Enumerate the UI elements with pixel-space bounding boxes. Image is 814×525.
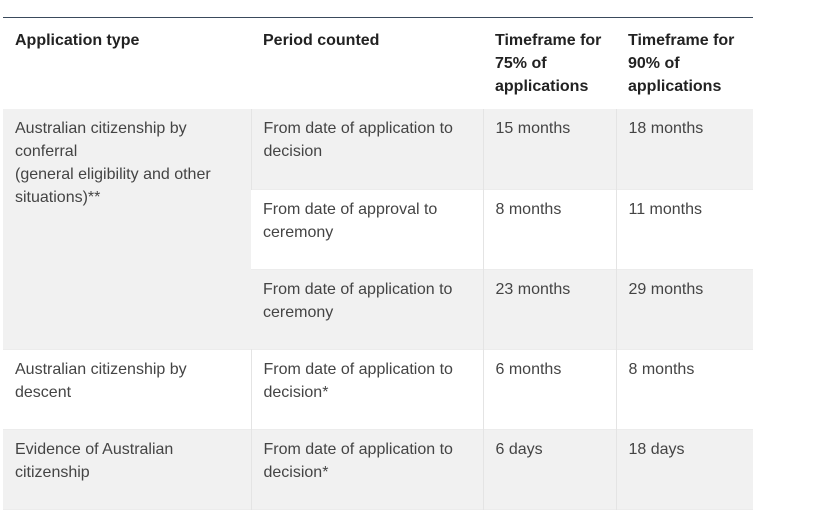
- cell-timeframe-90: 18 days: [616, 429, 753, 509]
- cell-period: From date of application to ceremony: [251, 269, 483, 349]
- cell-period: From date of approval to ceremony: [251, 189, 483, 269]
- cell-timeframe-90: 18 months: [616, 109, 753, 189]
- cell-application-type: Australian citizenship by descent: [3, 349, 251, 429]
- cell-timeframe-90: 8 months: [616, 349, 753, 429]
- cell-application-type: Australian citizenship by conferral (general eligibility and other situations)**: [3, 109, 251, 349]
- processing-times-table-wrapper: [3, 17, 753, 510]
- header-period-counted: Period counted: [251, 18, 483, 110]
- cell-timeframe-90: 11 months: [616, 189, 753, 269]
- table-header: [3, 18, 753, 110]
- table-row: [3, 349, 753, 429]
- cell-timeframe-90: 29 months: [616, 269, 753, 349]
- table-row: [3, 109, 753, 189]
- header-timeframe-90: Timeframe for 90% of applications: [616, 18, 753, 110]
- cell-timeframe-75: 6 months: [483, 349, 616, 429]
- header-timeframe-75: Timeframe for 75% of applications: [483, 18, 616, 110]
- cell-period: From date of application to decision*: [251, 429, 483, 509]
- cell-timeframe-75: 15 months: [483, 109, 616, 189]
- cell-timeframe-75: 6 days: [483, 429, 616, 509]
- cell-period: From date of application to decision: [251, 109, 483, 189]
- table-body: [3, 109, 753, 509]
- cell-period: From date of application to decision*: [251, 349, 483, 429]
- processing-times-table: [3, 17, 753, 510]
- cell-timeframe-75: 8 months: [483, 189, 616, 269]
- header-application-type: Application type: [3, 18, 251, 110]
- table-row: [3, 429, 753, 509]
- header-row: [3, 18, 753, 110]
- cell-timeframe-75: 23 months: [483, 269, 616, 349]
- cell-application-type: Evidence of Australian citizenship: [3, 429, 251, 509]
